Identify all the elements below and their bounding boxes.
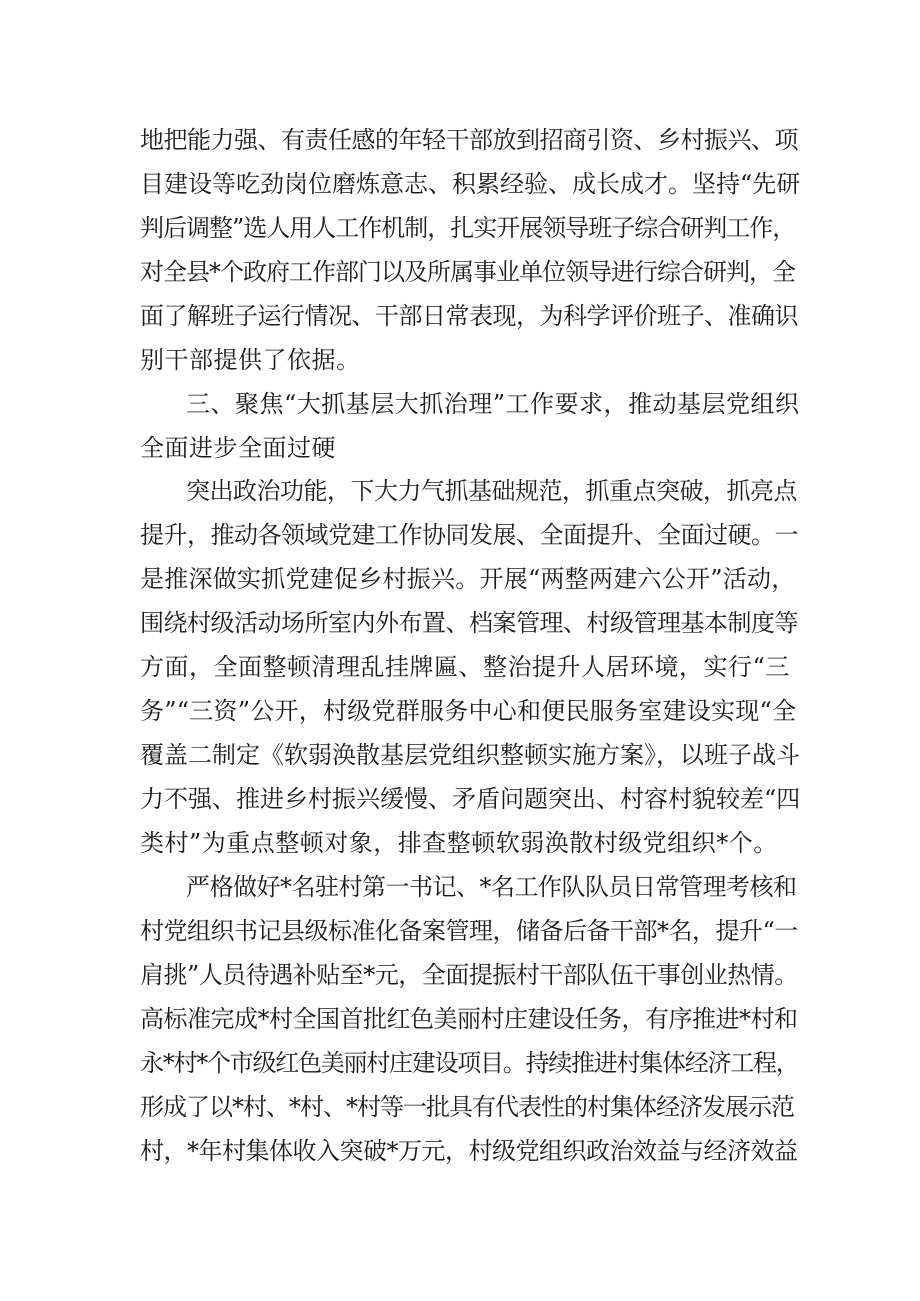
text-line: 务”“三资”公开，村级党群服务中心和便民服务室建设实现“全 [140,697,797,725]
text-line: 高标准完成*村全国首批红色美丽村庄建设任务，有序推进*村和 [140,1005,798,1033]
text-line: 面了解班子运行情况、干部日常表现，为科学评价班子、准确识 [140,302,798,330]
text-line: 肩挑”人员待遇补贴至*元，全面提振村干部队伍干事创业热情。 [140,961,798,989]
text-line: 永*村*个市级红色美丽村庄建设项目。持续推进村集体经济工程， [140,1049,799,1077]
text-line: 是推深做实抓党建促乡村振兴。开展“两整两建六公开”活动， [140,565,796,593]
section-heading: 三、聚焦“大抓基层大抓治理”工作要求，推动基层党组织 [186,390,800,418]
text-line: 提升，推动各领域党建工作协同发展、全面提升、全面过硬。一 [140,521,798,549]
text-line: 力不强、推进乡村振兴缓慢、矛盾问题突出、村容村貌较差“四 [140,785,801,813]
text-line: 别干部提供了依据。 [140,346,361,374]
text-line: 方面，全面整顿清理乱挂牌匾、整治提升人居环境，实行“三 [140,653,790,681]
text-line: 围绕村级活动场所室内外布置、档案管理、村级管理基本制度等 [140,609,798,637]
text-line: 形成了以*村、*村、*村等一批具有代表性的村集体经济发展示范 [140,1093,794,1121]
text-line: 村，*年村集体收入突破*万元，村级党组织政治效益与经济效益 [140,1137,798,1165]
section-heading-continuation: 全面进步全面过硬 [140,434,336,462]
text-line: 覆盖二制定《软弱涣散基层党组织整顿实施方案》，以班子战斗 [140,741,800,769]
text-line: 村党组织书记县级标准化备案管理，储备后备干部*名，提升“一 [140,917,798,945]
text-line: 目建设等吃劲岗位磨炼意志、积累经验、成长成才。坚持“先研 [140,170,801,198]
text-line: 对全县*个政府工作部门以及所属事业单位领导进行综合研判，全 [140,258,795,286]
text-line: 判后调整”选人用人工作机制，扎实开展领导班子综合研判工作， [140,214,796,242]
text-line: 突出政治功能，下大力气抓基础规范，抓重点突破，抓亮点 [186,477,797,505]
text-line: 地把能力强、有责任感的年轻干部放到招商引资、乡村振兴、项 [140,126,798,154]
text-line: 类村”为重点整顿对象，排查整顿软弱涣散村级党组织*个。 [140,829,778,857]
text-line: 严格做好*名驻村第一书记、*名工作队队员日常管理考核和 [186,873,797,901]
